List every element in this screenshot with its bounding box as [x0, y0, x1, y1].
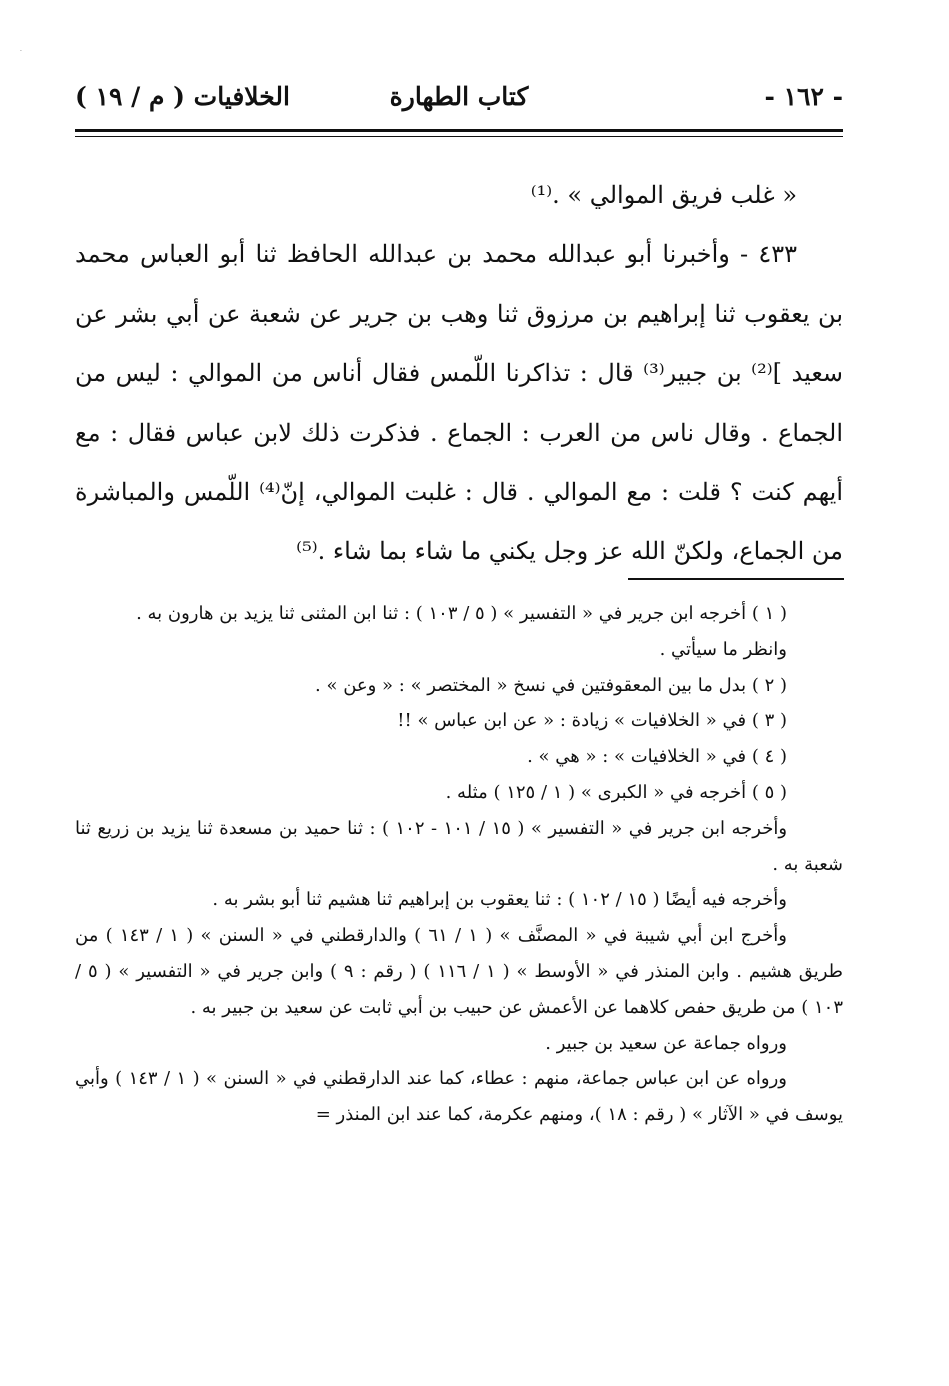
footnote: ( ١ ) أخرجه ابن جرير في « التفسير » ( ٥ / ١٠٣ ) : ثنا ابن المثنى ثنا يزيد بن هارون به . — [136, 603, 787, 624]
main-paragraph: « غلب فريق الموالي » .⁽¹⁾ — [530, 181, 797, 209]
header-rule-thin — [75, 136, 843, 137]
margin-mark: · — [20, 48, 22, 55]
volume-reference: الخلافيات ( م / ١٩ ) — [75, 82, 290, 111]
footnote: ( ٣ ) في « الخلافيات » زيادة : « عن ابن عباس » !! — [397, 710, 787, 732]
footnote: وأخرج ابن أبي شيبة في « المصنَّف » ( ١ / ٦١ ) والدارقطني في « السنن » ( ١ / ١٤٣ ) من طريق هشيم . وابن المنذر في « الأوسط » ( ١ / ١١٦ ) ( رقم : ٩ ) وابن جرير في « التفسير » ( ٥ / ١٠٣ ) من طريق حفص كلاهما عن الأعمش عن حبيب بن أبي ثابت عن سعيد بن جبير به . — [75, 925, 843, 1018]
footnote: ( ٤ ) في « الخلافيات » : « هي » . — [527, 746, 787, 768]
header-rule-thick — [75, 129, 843, 132]
footnote: وأخرجه ابن جرير في « التفسير » ( ١٥ / ١٠١ - ١٠٢ ) : ثنا حميد بن مسعدة ثنا يزيد بن زريع ثنا شعبة به . — [75, 817, 843, 875]
footnote-separator — [628, 578, 844, 580]
footnote: ( ٢ ) بدل ما بين المعقوفتين في نسخ « المختصر » : « وعن » . — [315, 674, 787, 696]
page-number: - ١٦٢ - — [764, 82, 843, 111]
footnote: ( ٥ ) أخرجه في « الكبرى » ( ١ / ١٢٥ ) مثله . — [445, 781, 787, 803]
main-text — [75, 166, 843, 582]
book-title: كتاب الطهارة — [389, 82, 529, 111]
running-header — [75, 82, 843, 122]
footnote: ورواه جماعة عن سعيد بن جبير . — [545, 1032, 787, 1054]
main-paragraph: ٤٣٣ - وأخبرنا أبو عبدالله محمد بن عبدالله الحافظ ثنا أبو العباس محمد بن يعقوب ثنا إبراهيم بن مرزوق ثنا وهب بن جرير عن شعبة عن أبي بشر عن سعيد ]⁽²⁾ بن جبير⁽³⁾ قال : تذاكرنا اللّمس فقال أناس من الموالي : ليس من الجماع . وقال ناس من العرب : الجماع . فذكرت ذلك لابن عباس فقال : مع أيهم كنت ؟ قلت : مع الموالي . قال : غلبت الموالي، إنّ⁽⁴⁾ اللّمس والمباشرة من الجماع، ولكنّ الله عز وجل يكني ما شاء بما شاء .⁽⁵⁾ — [75, 240, 844, 566]
footnote: وانظر ما سيأتي . — [659, 638, 787, 660]
footnotes — [75, 596, 843, 1133]
footnote: وأخرجه فيه أيضًا ( ١٥ / ١٠٢ ) : ثنا يعقوب بن إبراهيم ثنا هشيم ثنا أبو بشر به . — [212, 889, 787, 911]
footnote: ورواه عن ابن عباس جماعة، منهم : عطاء، كما عند الدارقطني في « السنن » ( ١ / ١٤٣ ) وأبي يوسف في « الآثار » ( رقم : ١٨ )، ومنهم عكرمة، كما عند ابن المنذر = — [75, 1068, 843, 1126]
